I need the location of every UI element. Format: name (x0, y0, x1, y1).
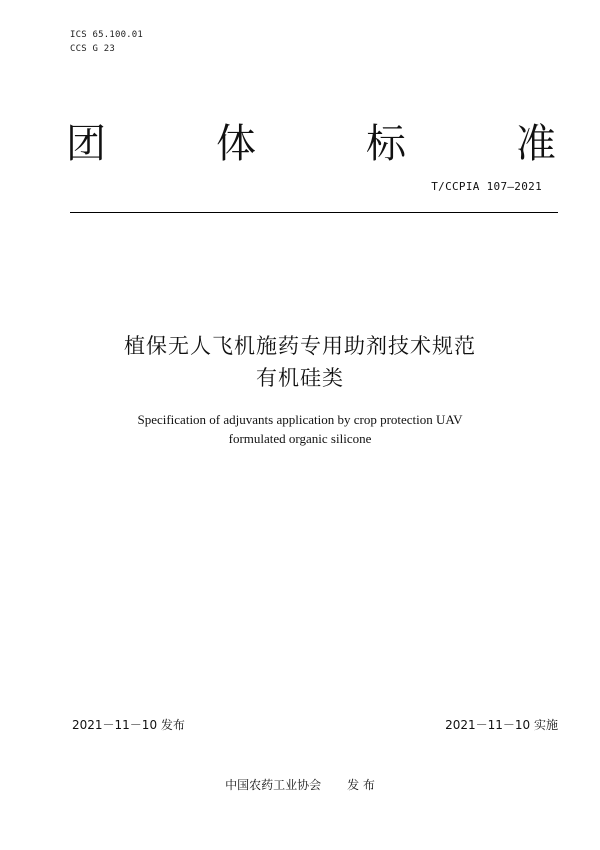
english-title-line-2: formulated organic silicone (228, 431, 372, 446)
english-title-line-1: Specification of adjuvants application by crop protection UAV (137, 412, 463, 427)
chinese-title-line-2: 有机硅类 (256, 366, 344, 390)
publisher-line (0, 776, 600, 793)
category-char-4: 准 (516, 121, 556, 167)
category-char-1: 团 (66, 121, 106, 167)
publisher-action: 发 布 (347, 778, 375, 792)
ccs-code: CCS G 23 (70, 44, 115, 54)
chinese-title-line-1: 植保无人飞机施药专用助剂技术规范 (124, 334, 476, 358)
publisher-name: 中国农药工业协会 (225, 778, 322, 792)
implementation-date: 2021－11－10 实施 (445, 718, 558, 732)
publish-date: 2021－11－10 发布 (72, 718, 185, 732)
ics-code: ICS 65.100.01 (70, 30, 144, 40)
standard-category-title (66, 118, 556, 170)
category-char-2: 体 (216, 121, 256, 167)
standard-number: T/CCPIA 107—2021 (431, 180, 542, 193)
category-char-3: 标 (366, 121, 406, 167)
header-divider (70, 212, 558, 213)
